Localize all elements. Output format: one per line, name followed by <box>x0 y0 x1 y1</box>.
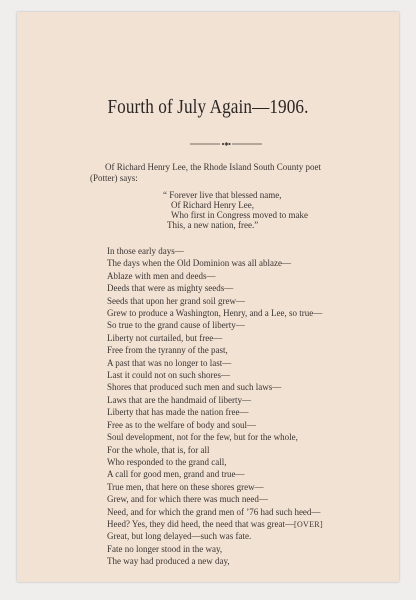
poem-line: Grew, and for which there was much need— <box>107 494 268 505</box>
poem-line: Deeds that were as mighty seeds— <box>107 283 234 294</box>
poem-line: Free as to the welfare of body and soul— <box>107 419 256 430</box>
poem-line: Liberty that has made the nation free— <box>107 407 249 418</box>
poem-line: Grew to produce a Washington, Henry, and a Lee, so true— <box>107 308 323 319</box>
poem-line: Last it could not on such shores— <box>107 370 230 381</box>
poem-line: In those early days— <box>107 246 184 256</box>
poem-line: For the whole, that is, for all <box>107 444 210 455</box>
quote-line: “ Forever live that blessed name, <box>163 190 282 200</box>
poem-line: A call for good men, grand and true— <box>107 469 245 480</box>
poem-line: Need, and for which the grand men of ’76 had such heed— <box>107 506 321 517</box>
over-label: [OVER] <box>294 520 323 529</box>
poem-line: Fate no longer stood in the way, <box>107 543 223 554</box>
poem-line: Laws that are the handmaid of liberty— <box>107 394 251 405</box>
poem-line: Who responded to the grand call, <box>107 456 227 467</box>
poem-line: Free from the tyranny of the past, <box>107 345 228 356</box>
poem-line: Soul development, not for the few, but for the whole, <box>107 432 298 443</box>
poem-line: True men, that here on these shores grew— <box>107 481 264 492</box>
quote-line: This, a new nation, free.” <box>167 220 259 230</box>
poem-line: Great, but long delayed—such was fate. <box>107 531 252 542</box>
poem-line: Liberty not curtailed, but free— <box>107 332 223 343</box>
poem-line: Heed? Yes, they did heed, the need that was great— <box>107 518 294 529</box>
document-page <box>17 12 399 582</box>
quote-line: Who first in Congress moved to make <box>171 210 308 220</box>
poem-line: Seeds that upon her grand soil grew— <box>107 295 245 306</box>
poem-line: A past that was no longer to last— <box>107 357 232 368</box>
poem-line: Ablaze with men and deeds— <box>107 270 216 281</box>
page-title: Fourth of July Again—1906. <box>107 96 309 118</box>
poem-line: Shores that produced such men and such laws— <box>107 382 282 393</box>
poem-line: So true to the grand cause of liberty— <box>107 320 245 331</box>
intro-line: (Potter) says: <box>90 173 138 183</box>
intro-paragraph <box>90 162 321 184</box>
quote-line: Of Richard Henry Lee, <box>171 200 254 210</box>
ornamental-divider <box>190 141 262 147</box>
poem-line: The way had produced a new day, <box>107 556 230 567</box>
poem-line: The days when the Old Dominion was all ablaze— <box>107 258 291 269</box>
poem-body <box>107 245 322 568</box>
intro-line: Of Richard Henry Lee, the Rhode Island South County poet <box>105 162 321 172</box>
quoted-verse <box>163 190 308 230</box>
